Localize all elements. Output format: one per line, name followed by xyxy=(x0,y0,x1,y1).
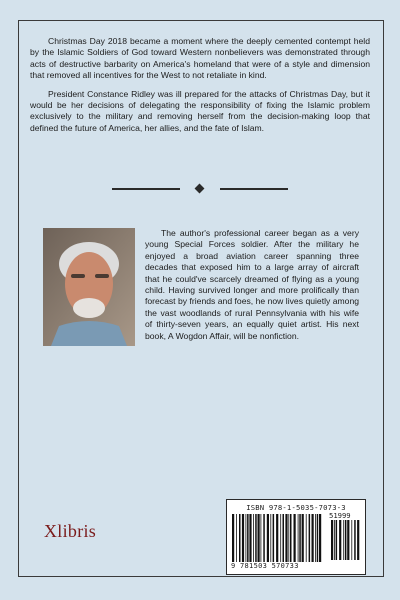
ornamental-divider xyxy=(112,184,288,194)
blurb-paragraph-2: President Constance Ridley was ill prepared for the attacks of Christmas Day, but it would be her decisions of delegating the responsibility of fixing the Islamic problem exclusively to the military and removing herself from the decision-making loop that defined the future of America, her allies, and the fate of Islam. xyxy=(30,88,370,133)
divider-diamond xyxy=(195,184,205,194)
price-code: 51999 xyxy=(329,511,351,520)
divider-line-right xyxy=(220,188,288,190)
divider-line-left xyxy=(112,188,180,190)
ean-barcode-bars xyxy=(232,514,324,562)
price-barcode-bars xyxy=(331,520,361,560)
cover-blurb xyxy=(30,36,370,141)
isbn-label: ISBN 978-1-5035-7073-3 xyxy=(246,503,346,512)
ean-digits: 9 781503 570733 xyxy=(231,562,299,570)
publisher-logo: Xlibris xyxy=(44,521,97,541)
author-photo xyxy=(43,228,135,346)
author-bio: The author's professional career began as a very young Special Forces soldier. After the military he enjoyed a broad aviation career spanning three decades that exposed him to a large array of aircraft that he could've scarcely dreamed of flying as a young child. Having survived longer and more prolifically than forecast by friends and foes, he now lives quietly among the vast woodlands of rural Pennsylvania with his wife of thirty-seven years, an equally quiet artist. His next book, A Wogdon Affair, will be nonfiction. xyxy=(145,228,359,341)
isbn-barcode xyxy=(226,499,366,575)
blurb-paragraph-1: Christmas Day 2018 became a moment where the deeply cemented contempt held by the Islamic Soldiers of God toward Western nonbelievers was demonstrated through acts of destructive barbarity on America's homeland that were of a style and dimension that removed all incentives for the West to not retaliate in kind. xyxy=(30,36,370,81)
